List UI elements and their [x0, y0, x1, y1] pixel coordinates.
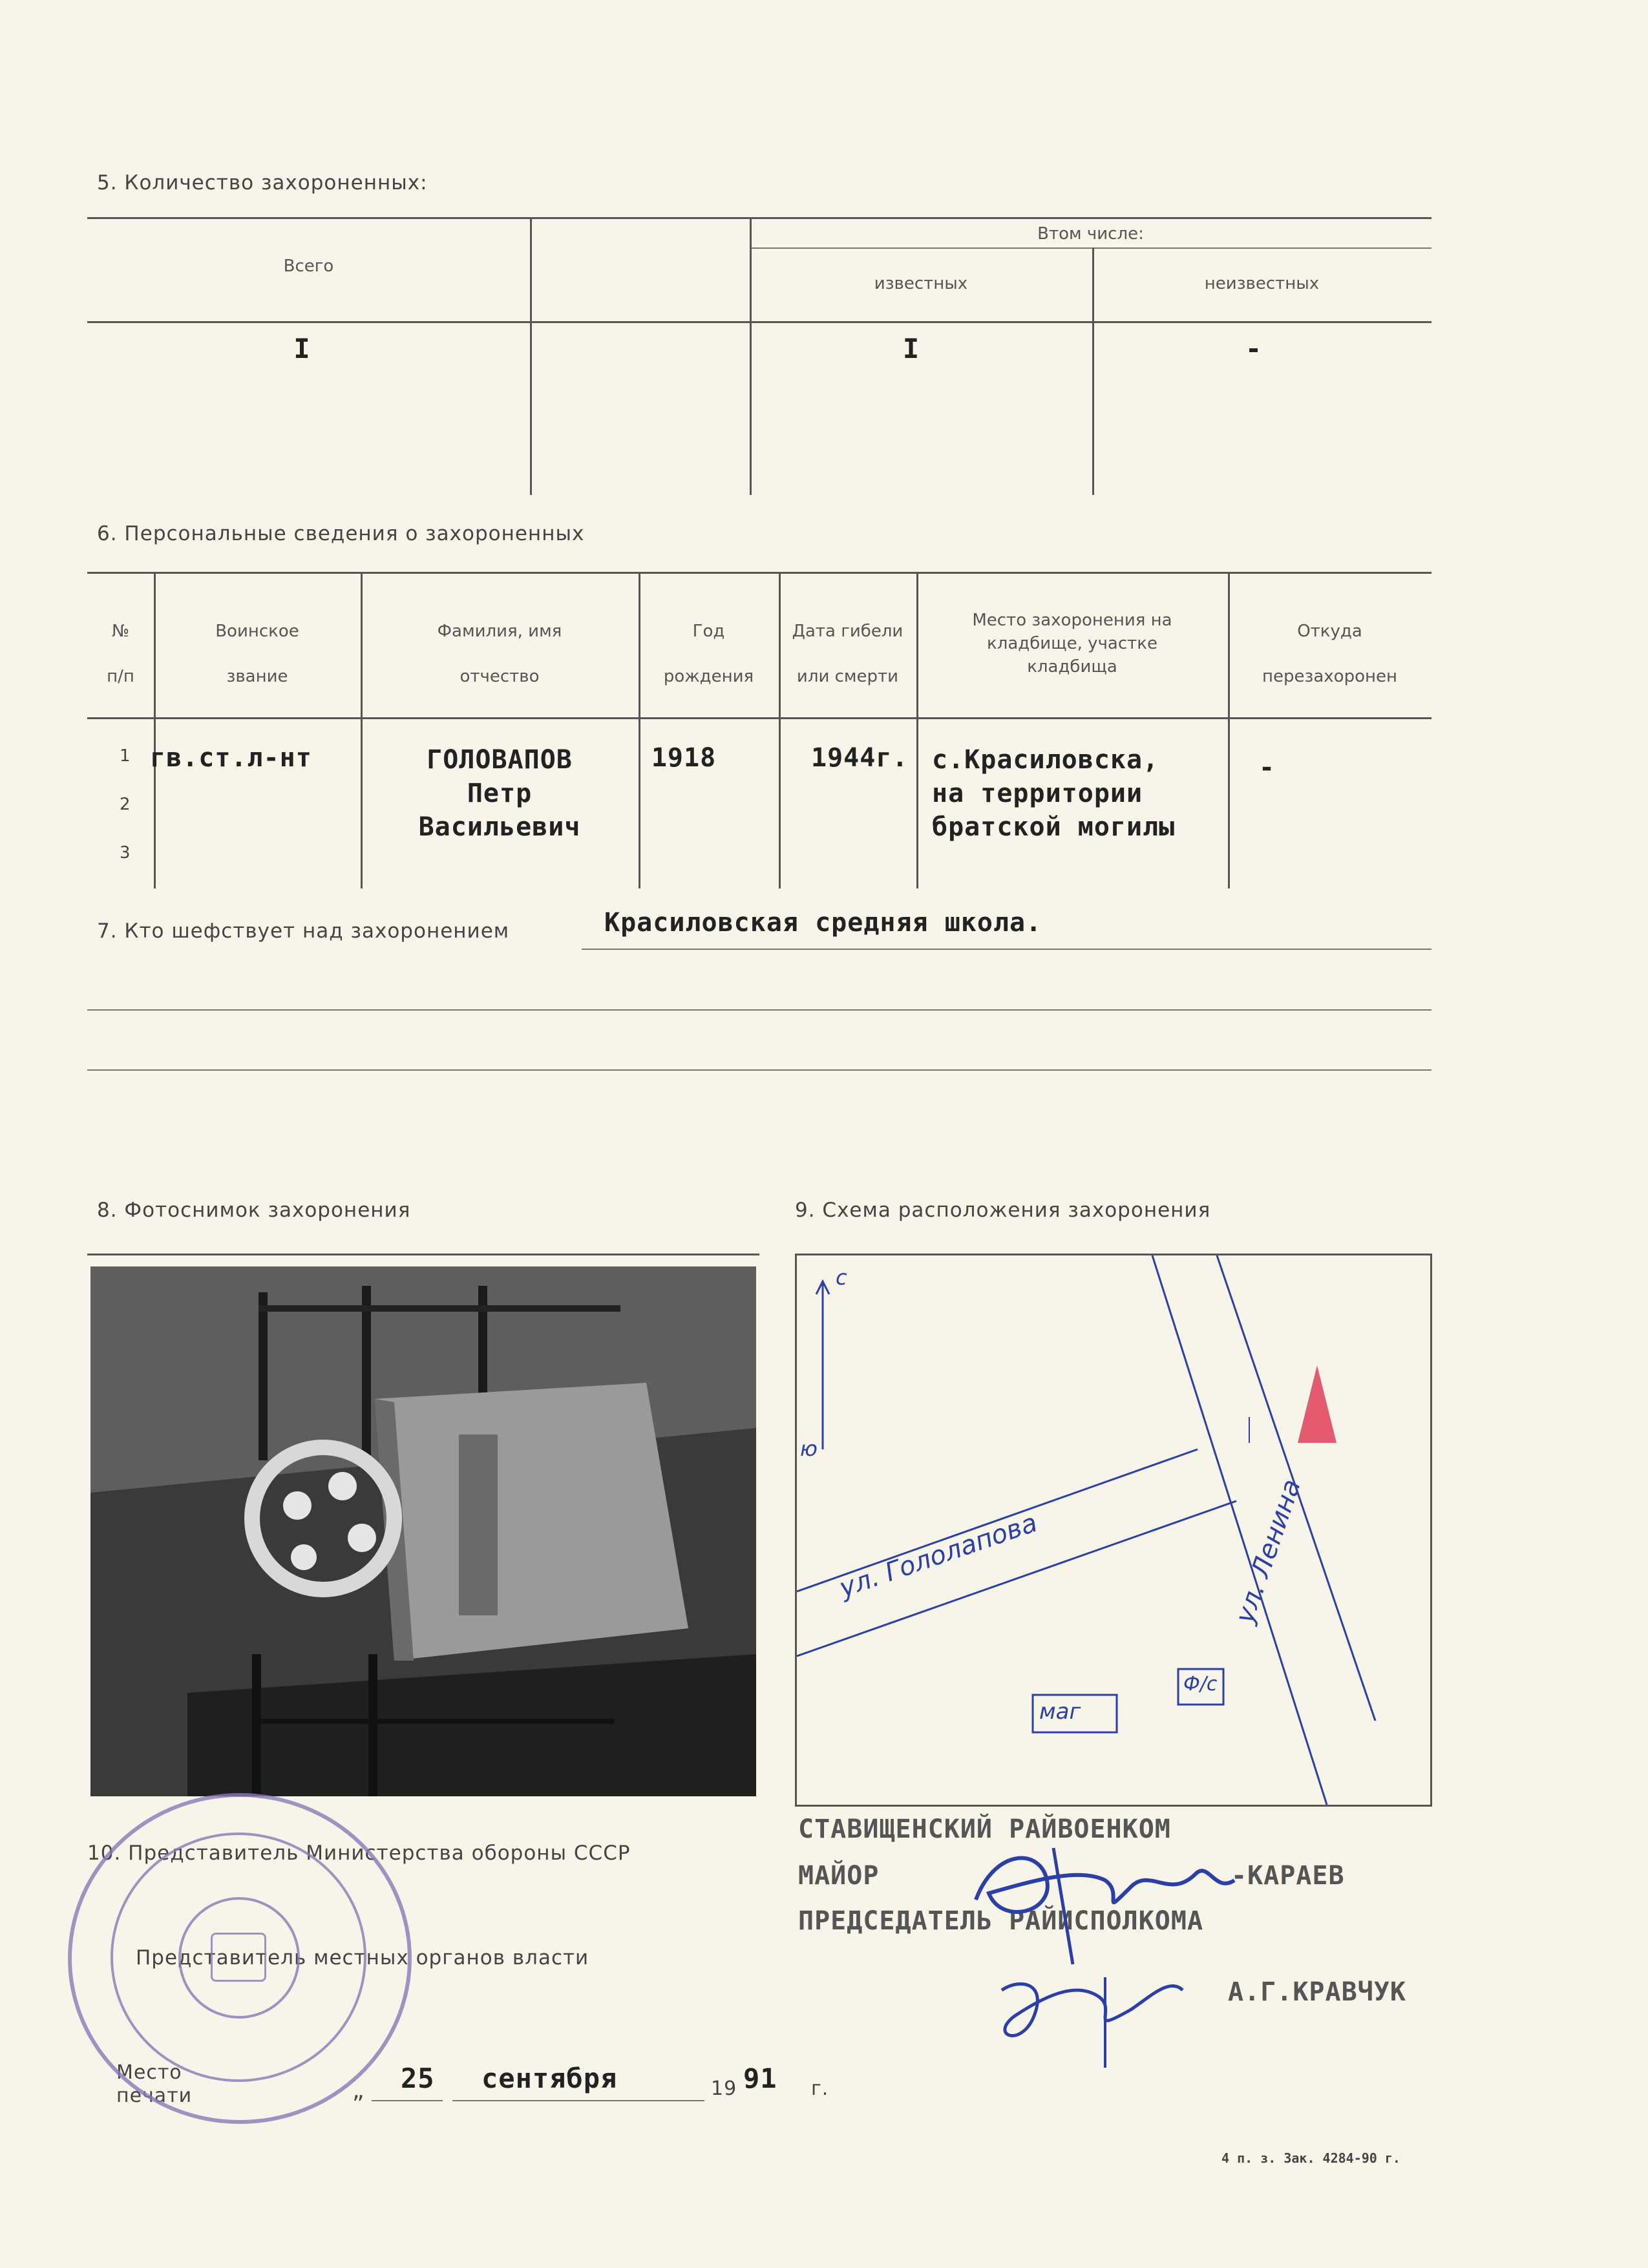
date-month: сентября — [481, 2063, 618, 2094]
military-rank: гв.ст.л-нт — [150, 743, 312, 773]
table5-header-border — [87, 321, 1431, 323]
table5-top-border — [87, 217, 1431, 219]
table6-header-border — [87, 717, 1431, 719]
death-date: 1944г. — [811, 743, 909, 773]
photo-frame-top — [87, 1254, 759, 1255]
burial-place: с.Красиловска, на территории братской могилы — [932, 745, 1176, 842]
month-underline — [452, 2100, 704, 2101]
shop-label: маг — [1039, 1699, 1081, 1725]
burial-marker — [1298, 1365, 1336, 1443]
burial-photo — [90, 1266, 756, 1796]
full-name: ГОЛОВАПОВ Петр Васильевич — [418, 745, 581, 842]
building-label: Ф/с — [1183, 1673, 1218, 1696]
row-number: 1 — [120, 746, 131, 766]
col-total-header: Всего — [283, 257, 334, 276]
section-7-title: 7. Кто шефствует над захоронением — [97, 919, 510, 943]
row-number: 2 — [120, 795, 131, 814]
signer-rank: МАЙОР — [798, 1861, 880, 1891]
table6-top-border — [87, 572, 1431, 574]
stamp-place-label: Место печати — [116, 2061, 193, 2107]
chairman-title: ПРЕДСЕДАТЕЛЬ РАЙИСПОЛКОМА — [798, 1906, 1204, 1936]
blank-line — [87, 1009, 1431, 1011]
scheme-map — [797, 1255, 1430, 1805]
street-label: ул. Ленина — [1230, 1475, 1307, 1627]
patron-underline — [582, 949, 1431, 950]
north-mark: с — [836, 1265, 847, 1290]
location-scheme — [795, 1254, 1432, 1807]
table5-divider — [530, 217, 532, 495]
street-label: ул. Гололапова — [836, 1507, 1041, 1604]
known-count: I — [902, 333, 920, 364]
table5-sub-border — [750, 247, 1431, 249]
col-in-number-header: Втом числе: — [1037, 224, 1144, 244]
print-info: 4 п. з. Зак. 4284-90 г. — [1221, 2150, 1400, 2166]
quote-mark: „ — [352, 2077, 364, 2104]
day-underline — [372, 2100, 443, 2101]
total-count: I — [293, 333, 311, 364]
south-mark: ю — [800, 1436, 818, 1461]
year-mark: г. — [811, 2077, 829, 2100]
local-representative-label: Представитель местных органов власти — [136, 1946, 589, 1969]
col-date-header: Дата гибели или смерти — [792, 622, 903, 686]
date-year: 91 — [743, 2063, 777, 2094]
section-5-title: 5. Количество захороненных: — [97, 171, 428, 194]
mod-representative-label: 10. Представитель Министерства обороны СССР — [87, 1842, 631, 1865]
birth-year: 1918 — [651, 743, 717, 773]
patron-value: Красиловская средняя школа. — [604, 908, 1042, 938]
signer-name: -КАРАЕВ — [1231, 1861, 1345, 1891]
col-unknown-header: неизвестных — [1204, 274, 1320, 293]
section-9-title: 9. Схема расположения захоронения — [795, 1199, 1211, 1222]
commissariat-name: СТАВИЩЕНСКИЙ РАЙВОЕНКОМ — [798, 1814, 1171, 1844]
row-number: 3 — [120, 843, 131, 863]
blank-line — [87, 1069, 1431, 1071]
unknown-count: - — [1245, 333, 1263, 364]
col-known-header: известных — [874, 274, 968, 293]
year-prefix: 19 — [711, 2077, 737, 2100]
section-6-title: 6. Персональные сведения о захороненных — [97, 522, 585, 545]
col-number-header: № п/п — [107, 622, 134, 686]
col-place-header: Место захоронения на кладбище, участке кладбища — [972, 611, 1172, 677]
col-year-header: Год рождения — [663, 622, 754, 686]
handwritten-signatures — [937, 1822, 1273, 2094]
col-name-header: Фамилия, имя отчество — [437, 622, 562, 686]
monument-image — [90, 1266, 756, 1796]
section-8-title: 8. Фотоснимок захоронения — [97, 1199, 411, 1222]
col-from-header: Откуда перезахоронен — [1262, 622, 1397, 686]
date-day: 25 — [401, 2063, 435, 2094]
official-seal — [68, 1793, 412, 2124]
col-rank-header: Воинское звание — [215, 622, 299, 686]
chairman-name: А.Г.КРАВЧУК — [1228, 1977, 1406, 2007]
reburied-from: - — [1259, 753, 1276, 782]
